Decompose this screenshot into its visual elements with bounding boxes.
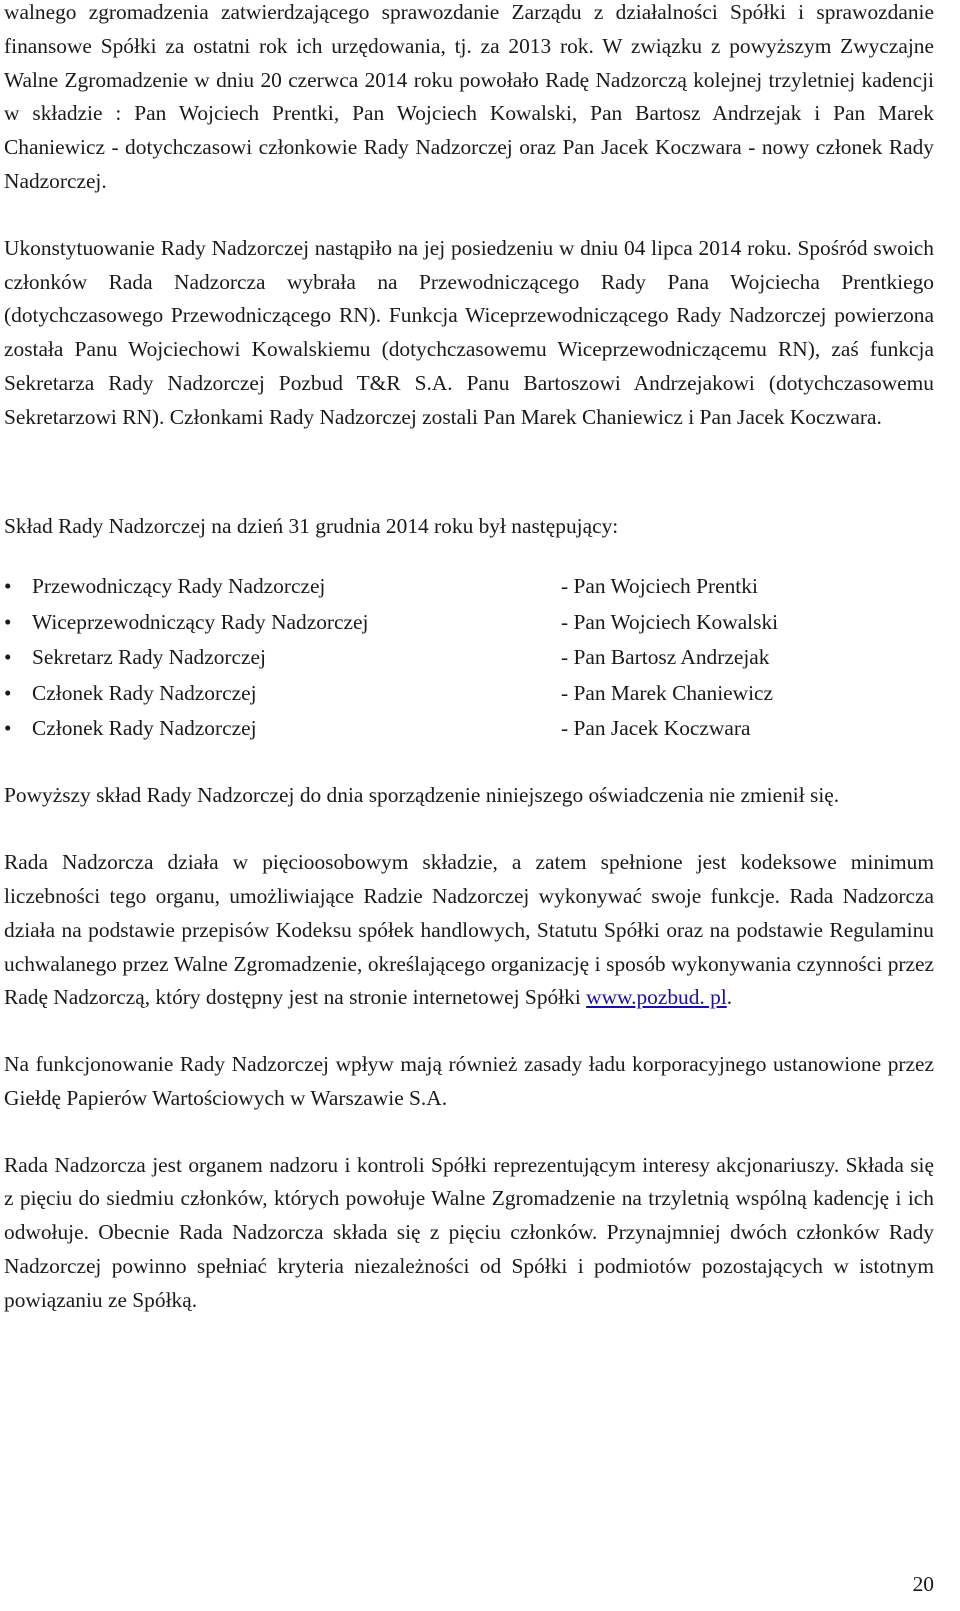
board-member-item — [4, 676, 934, 711]
paragraph-corporate-governance: Na funkcjonowanie Rady Nadzorczej wpływ mają również zasady ładu korporacyjnego ustanowione przez Giełdę Papierów Wartościowych w Warszawie S.A. — [4, 1052, 934, 1110]
bullet-icon: • — [4, 680, 12, 705]
board-member-name: - Pan Wojciech Prentki — [561, 574, 758, 599]
board-member-role: Wiceprzewodniczący Rady Nadzorczej — [32, 609, 369, 634]
board-member-role: Sekretarz Rady Nadzorczej — [32, 645, 266, 670]
paragraph-board-operation-end: . — [726, 985, 733, 1010]
paragraph-board-composition-intro: Skład Rady Nadzorczej na dzień 31 grudnia 2014 roku był następujący: — [4, 513, 619, 538]
board-member-item — [4, 711, 934, 746]
bullet-icon: • — [4, 609, 12, 634]
board-members-list — [4, 569, 934, 746]
board-member-item — [4, 605, 934, 640]
board-member-item — [4, 640, 934, 675]
board-member-role: Członek Rady Nadzorczej — [32, 715, 257, 740]
bullet-icon: • — [4, 715, 12, 740]
paragraph-board-operation-text: Rada Nadzorcza działa w pięcioosobowym składzie, a zatem spełnione jest kodeksowe minimum liczebności tego organu, umożliwiające Radzie Nadzorczej wykonywać swoje funkcje. Rada Nadzorcza działa na podstawie przepisów Kodeksu spółek handlowych, Statutu Spółki oraz na podstawie Regulaminu uchwalanego przez Walne Zgromadzenie, określającego organizację i sposób wykonywania czynności przez Radę Nadzorczą, który dostępny jest na stronie internetowej Spółki — [4, 850, 934, 1010]
board-member-role: Przewodniczący Rady Nadzorczej — [32, 574, 326, 599]
board-member-name: - Pan Wojciech Kowalski — [561, 609, 779, 634]
bullet-icon: • — [4, 645, 12, 670]
board-member-name: - Pan Jacek Koczwara — [561, 715, 751, 740]
document-page — [4, 0, 934, 1318]
paragraph-board-operation — [4, 846, 934, 1015]
paragraph-composition-unchanged: Powyższy skład Rady Nadzorczej do dnia sporządzenie niniejszego oświadczenia nie zmienił się. — [4, 783, 840, 808]
board-member-role: Członek Rady Nadzorczej — [32, 680, 257, 705]
board-member-item — [4, 569, 934, 604]
paragraph-board-constitution: Ukonstytuowanie Rady Nadzorczej nastąpiło na jej posiedzeniu w dniu 04 lipca 2014 roku. Spośród swoich członków Rada Nadzorcza wybrała na Przewodniczącego Rady Pana Wojciecha Prentkiego (dotychczasowego Przewodniczącego RN). Funkcja Wiceprzewodniczącego Rady Nadzorczej powierzona została Panu Wojciechowi Kowalskiemu (dotychczasowemu Wiceprzewodniczącemu RN), zaś funkcja Sekretarza Rady Nadzorczej Pozbud T&R S.A. Panu Bartoszowi Andrzejakowi (dotychczasowemu Sekretarzowi RN). Członkami Rady Nadzorczej zostali Pan Marek Chaniewicz i Pan Jacek Koczwara. — [4, 235, 934, 429]
paragraph-board-appointment: walnego zgromadzenia zatwierdzającego sprawozdanie Zarządu z działalności Spółki i sprawozdanie finansowe Spółki za ostatni rok ich urzędowania, tj. za 2013 rok. W związku z powyższym Zwyczajne Walne Zgromadzenie w dniu 20 czerwca 2014 roku powołało Radę Nadzorczą kolejnej trzyletniej kadencji w składzie : Pan Wojciech Prentki, Pan Wojciech Kowalski, Pan Bartosz Andrzejak i Pan Marek Chaniewicz - dotychczasowi członkowie Rady Nadzorczej oraz Pan Jacek Koczwara - nowy członek Rady Nadzorczej. — [4, 0, 934, 193]
paragraph-board-role: Rada Nadzorcza jest organem nadzoru i kontroli Spółki reprezentującym interesy akcjonariuszy. Składa się z pięciu do siedmiu członków, których powołuje Walne Zgromadzenie na trzyletnią wspólną kadencję i ich odwołuje. Obecnie Rada Nadzorcza składa się z pięciu członków. Przynajmniej dwóch członków Rady Nadzorczej powinno spełniać kryteria niezależności od Spółki i podmiotów pozostających w istotnym powiązaniu ze Spółką. — [4, 1152, 934, 1312]
bullet-icon: • — [4, 574, 12, 599]
company-website-link[interactable]: www.pozbud. pl — [586, 985, 727, 1010]
page-number: 20 — [912, 1572, 934, 1596]
board-member-name: - Pan Bartosz Andrzejak — [561, 645, 770, 670]
board-member-name: - Pan Marek Chaniewicz — [561, 680, 774, 705]
